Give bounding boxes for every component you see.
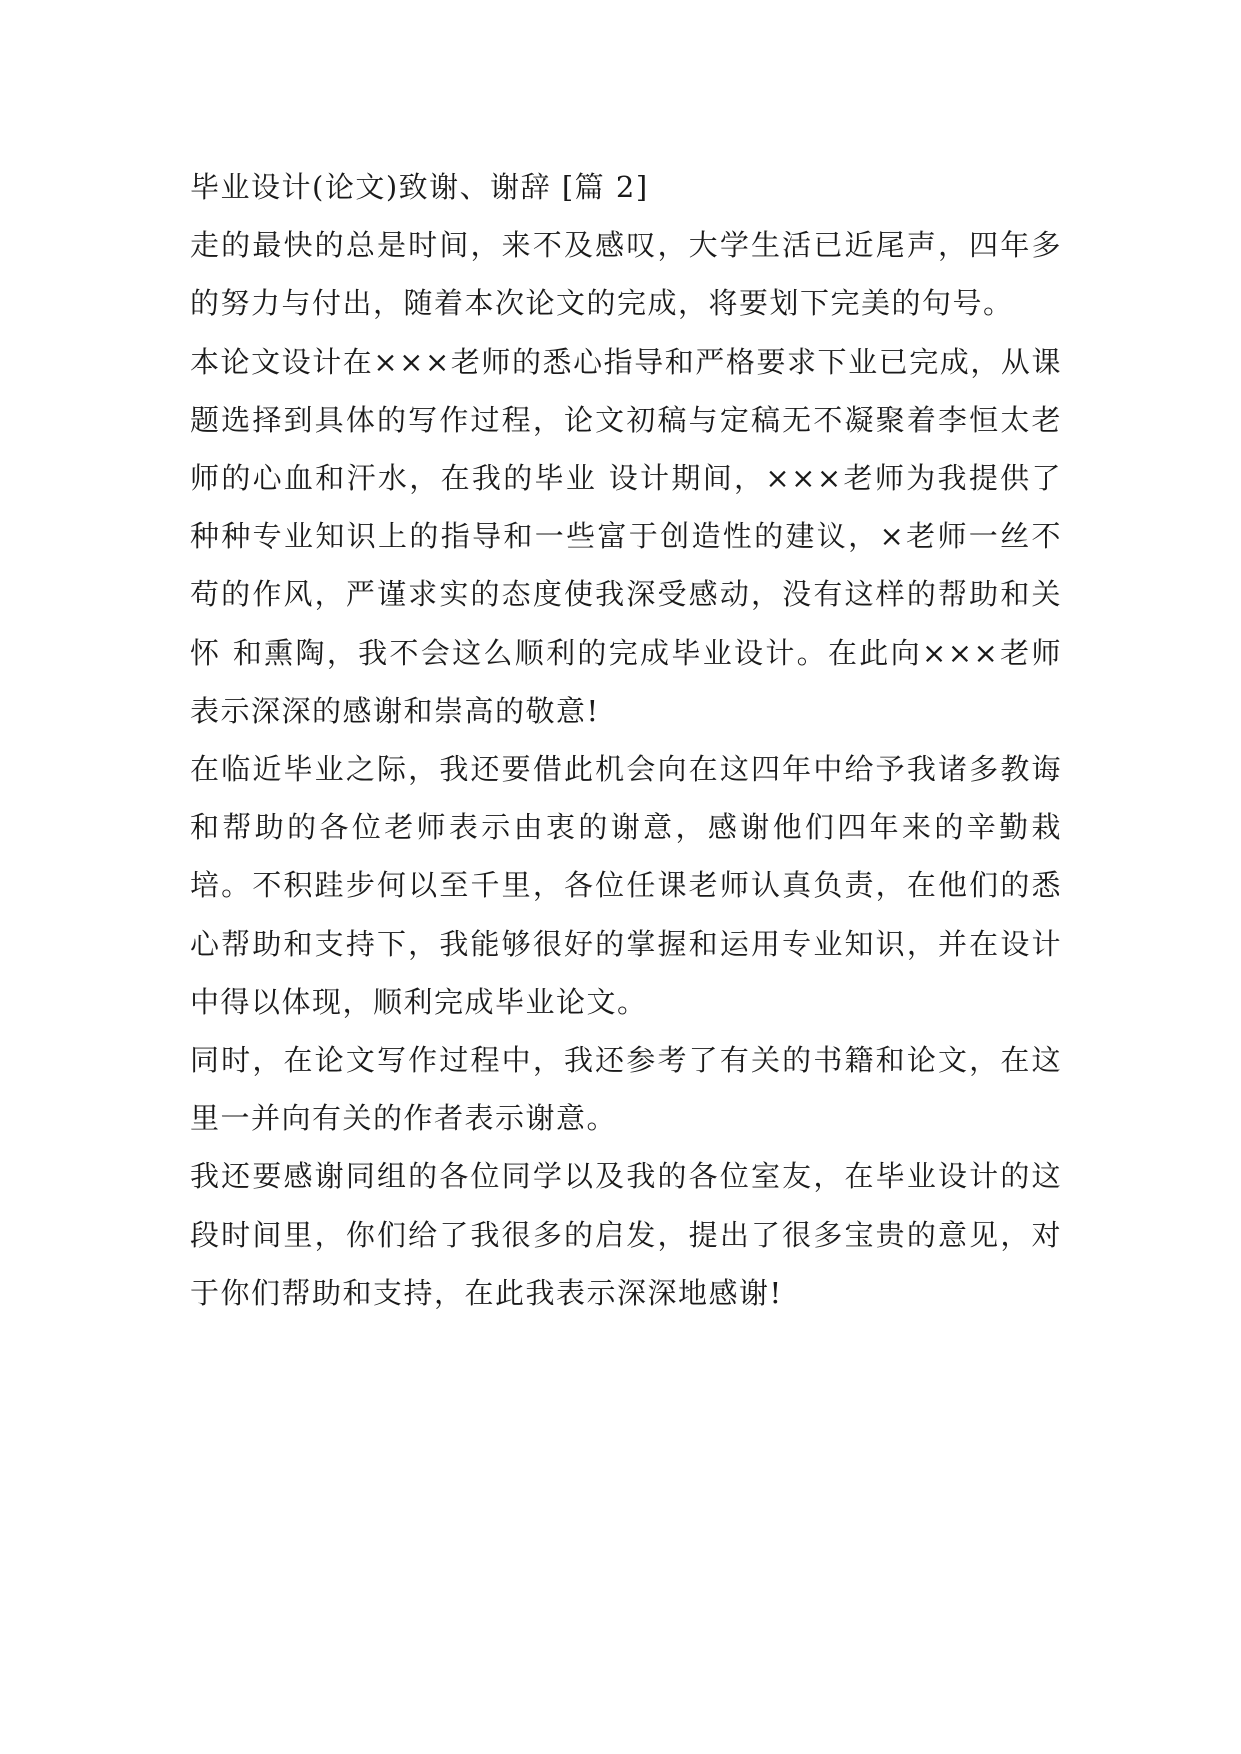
paragraph-opening: 走的最快的总是时间，来不及感叹，大学生活已近尾声，四年多的努力与付出，随着本次论文的完成，将要划下完美的句号。 (190, 228, 1062, 321)
paragraph-teachers-thanks: 在临近毕业之际，我还要借此机会向在这四年中给予我诸多教诲和帮助的各位老师表示由衷的谢意，感谢他们四年来的辛勤栽培。不积跬步何以至千里，各位任课老师认真负责，在他们的悉心帮助和支持下，我能够很好的掌握和运用专业知识，并在设计中得以体现，顺利完成毕业论文。 (190, 752, 1062, 1019)
paragraph-authors-thanks: 同时，在论文写作过程中，我还参考了有关的书籍和论文，在这里一并向有关的作者表示谢意。 (190, 1043, 1062, 1136)
document-body (190, 158, 1062, 1322)
paragraph-advisor-thanks: 本论文设计在×××老师的悉心指导和严格要求下业已完成，从课题选择到具体的写作过程，论文初稿与定稿无不凝聚着李恒太老师的心血和汗水，在我的毕业 设计期间，×××老师为我提供了种种专业知识上的指导和一些富于创造性的建议，×老师一丝不苟的作风，严谨求实的态度使我深受感动，没有这样的帮助和关怀 和熏陶，我不会这么顺利的完成毕业设计。在此向×××老师表示深深的感谢和崇高的敬意! (190, 344, 1062, 728)
paragraph-classmates-thanks: 我还要感谢同组的各位同学以及我的各位室友，在毕业设计的这段时间里，你们给了我很多的启发，提出了很多宝贵的意见，对于你们帮助和支持，在此我表示深深地感谢! (190, 1159, 1062, 1310)
document-title: 毕业设计(论文)致谢、谢辞 [篇 2] (190, 170, 649, 204)
